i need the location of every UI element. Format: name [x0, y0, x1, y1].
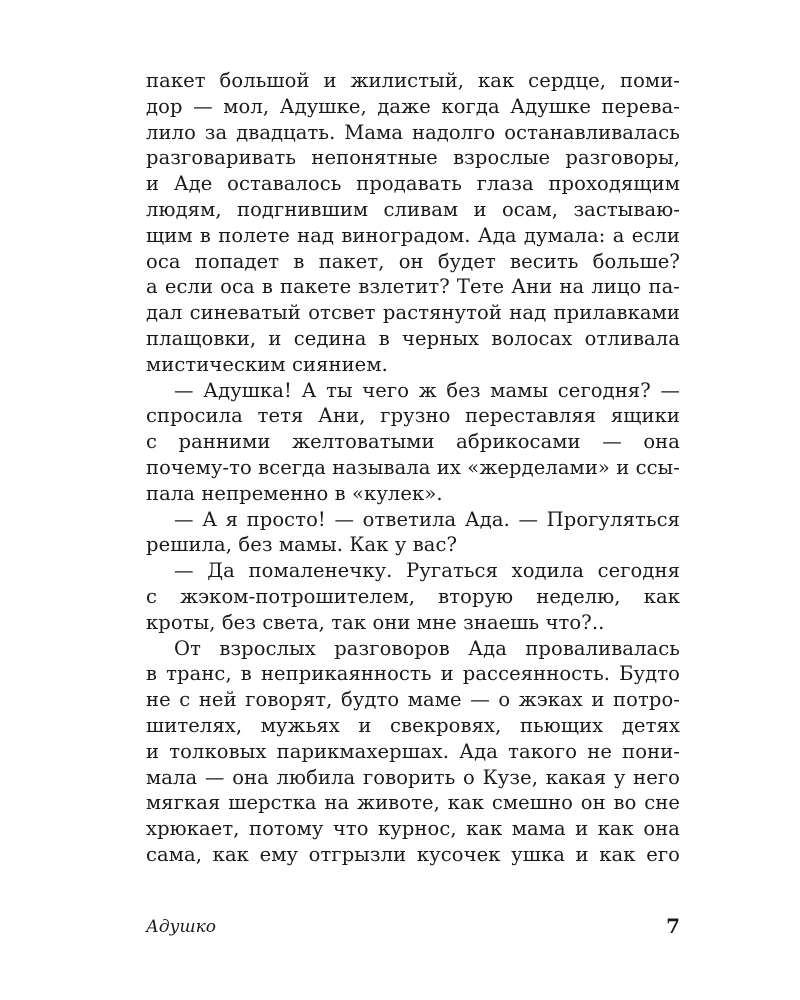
running-footer-title: Адушко: [146, 917, 217, 937]
text-line: мистическим сиянием.: [146, 352, 388, 376]
page-number: 7: [666, 914, 680, 938]
text-line: шителях, мужьях и свекровях, пьющих детях: [146, 713, 680, 737]
text-line: плащовки, и седина в черных волосах отливала: [146, 326, 680, 350]
text-line: — А я просто! — ответила Ада. — Прогуляться: [174, 507, 680, 531]
text-line: От взрослых разговоров Ада проваливалась: [174, 636, 680, 660]
text-line: пакет большой и жилистый, как сердце, поми-: [146, 69, 680, 92]
text-line: с жэком-потрошителем, вторую неделю, как: [146, 584, 680, 608]
text-line: почему-то всегда называла их «жерделами» и ссы-: [146, 455, 680, 479]
text-line: мягкая шерстка на животе, как смешно он во сне: [146, 791, 680, 815]
text-line: не с ней говорят, будто маме — о жэках и потро-: [146, 688, 680, 712]
text-line: людям, подгнившим сливам и осам, застываю-: [146, 197, 680, 221]
text-line: кроты, без света, так они мне знаешь что?..: [146, 610, 605, 634]
text-line: оса попадет в пакет, он будет весить больше?: [146, 249, 680, 273]
text-line: сама, как ему отгрызли кусочек ушка и как его: [146, 842, 680, 866]
text-line: дал синеватый отсвет растянутой над прилавками: [146, 301, 680, 325]
text-line: решила, без мамы. Как у вас?: [146, 533, 458, 557]
page-body: [146, 68, 680, 868]
text-line: и толковых парикмахершах. Ада такого не пони-: [146, 739, 680, 763]
text-line: — Да помаленечку. Ругаться ходила сегодня: [174, 559, 680, 583]
text-line: мала — она любила говорить о Кузе, какая у него: [146, 765, 680, 789]
text-line: в транс, в неприкаянность и рассеянность. Будто: [146, 662, 680, 686]
text-line: и Аде оставалось продавать глаза проходящим: [146, 172, 680, 196]
text-line: а если оса в пакете взлетит? Тете Ани на лицо па-: [146, 275, 680, 299]
text-line: дор — мол, Адушке, даже когда Адушке перева-: [146, 94, 680, 118]
text-line: — Адушка! А ты чего ж без мамы сегодня? —: [174, 378, 680, 402]
text-line: пала непременно в «кулек».: [146, 481, 443, 505]
text-line: спросила тетя Ани, грузно переставляя ящики: [146, 404, 680, 428]
text-line: хрюкает, потому что курнос, как мама и как она: [146, 817, 680, 841]
text-line: с ранними желтоватыми абрикосами — она: [146, 430, 680, 454]
text-line: щим в полете над виноградом. Ада думала: а если: [146, 223, 680, 247]
text-line: разговаривать непонятные взрослые разговоры,: [146, 146, 680, 170]
text-line: лило за двадцать. Мама надолго останавливалась: [146, 120, 680, 144]
